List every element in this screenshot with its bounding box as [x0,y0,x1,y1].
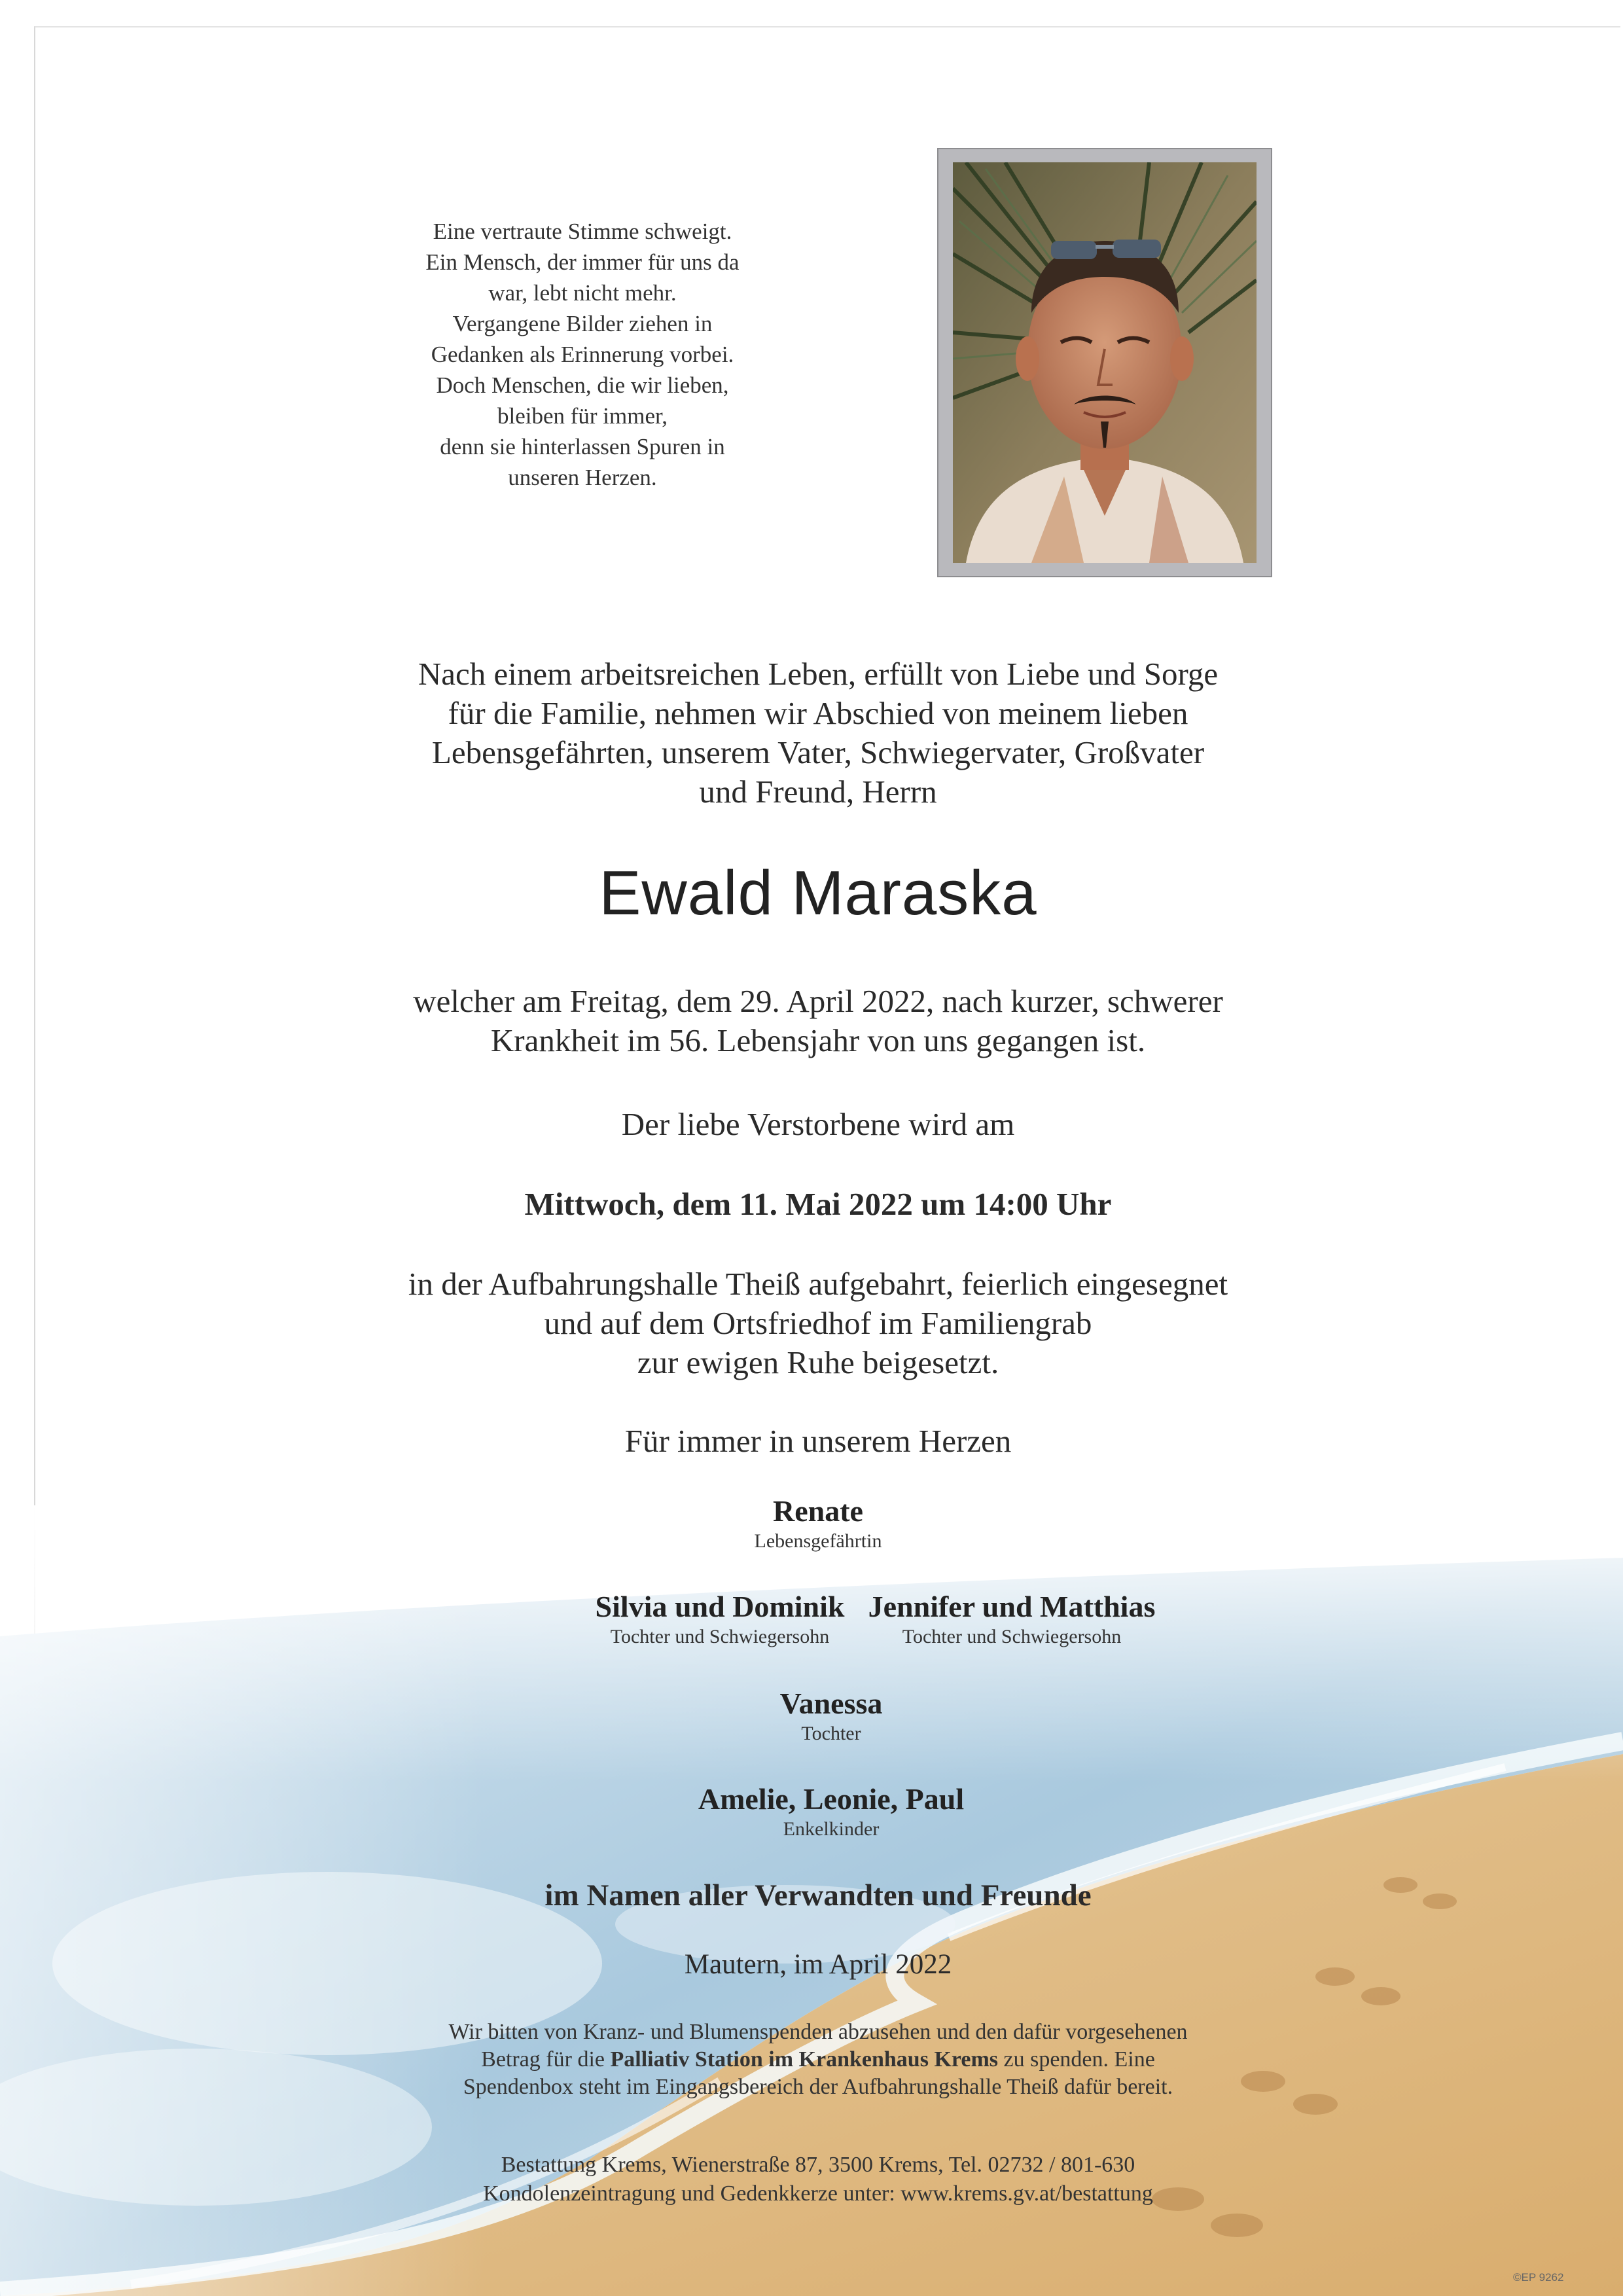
verse-line: bleiben für immer, [497,403,668,429]
verse-line: Doch Menschen, die wir lieben, [436,372,729,398]
death-notice-line: welcher am Freitag, dem 29. April 2022, nach kurzer, schwerer [413,983,1223,1019]
intro-text [281,655,1355,812]
donation-note [281,2018,1355,2101]
intro-line: und Freund, Herrn [699,774,937,810]
funeral-home-address: Bestattung Krems, Wienerstraße 87, 3500 Krems, Tel. 02732 / 801-630 [501,2153,1135,2177]
ceremony-intro [281,1105,1355,1144]
mourner-name: Renate [773,1494,863,1528]
place-date [281,1945,1355,1984]
death-notice-line: Krankheit im 56. Lebensjahr von uns gegangen ist. [490,1022,1146,1058]
deceased-name: Ewald Maraska [599,858,1037,928]
mourner-name: Vanessa [779,1687,883,1720]
donation-line: Wir bitten von Kranz- und Blumenspenden abzusehen und den dafür vorgesehenen [448,2020,1188,2044]
mourner-role: Tochter und Schwiegersohn [610,1626,830,1647]
donation-line: Spendenbox steht im Eingangsbereich der Aufbahrungshalle Theiß dafür bereit. [463,2075,1173,2099]
mourner-role: Tochter [801,1723,861,1744]
mourner-role: Lebensgefährtin [754,1530,882,1552]
donation-recipient: Palliativ Station im Krankenhaus Krems [610,2047,999,2072]
mourner-role: Enkelkinder [783,1818,880,1840]
ceremony-datetime: Mittwoch, dem 11. Mai 2022 um 14:00 Uhr [524,1186,1112,1222]
ceremony-details-line: zur ewigen Ruhe beigesetzt. [637,1344,999,1380]
portrait-photo [953,162,1257,563]
donation-text: zu spenden. Eine [998,2047,1155,2072]
ceremony-details-line: und auf dem Ortsfriedhof im Familiengrab [544,1305,1092,1341]
funeral-home-footer [281,2151,1355,2208]
closing-phrase-line: Für immer in unserem Herzen [624,1423,1012,1459]
mourner-jennifer-matthias [829,1589,1195,1649]
ceremony-intro-line: Der liebe Verstorbene wird am [621,1106,1015,1142]
verse-line: Ein Mensch, der immer für uns da [425,249,740,275]
memorial-verse [366,216,798,493]
intro-line: Lebensgefährten, unserem Vater, Schwiegervater, Großvater [431,734,1205,770]
verse-line: Gedanken als Erinnerung vorbei. [431,342,734,367]
place-date-line: Mautern, im April 2022 [684,1949,952,1980]
mourner-grandchildren [537,1782,1126,1842]
verse-line: war, lebt nicht mehr. [488,280,677,306]
on-behalf-line: im Namen aller Verwandten und Freunde [544,1878,1092,1912]
donation-text: Betrag für die [481,2047,611,2072]
death-notice [281,982,1355,1060]
ceremony-details-line: in der Aufbahrungshalle Theiß aufgebahrt, feierlich eingesegnet [408,1266,1228,1302]
mourner-role: Tochter und Schwiegersohn [902,1626,1122,1647]
mourner-name: Jennifer und Matthias [868,1590,1156,1623]
mourner-name: Amelie, Leonie, Paul [698,1782,965,1816]
closing-phrase [281,1422,1355,1461]
template-code: ©EP 9262 [1513,2271,1564,2284]
verse-line: denn sie hinterlassen Spuren in [440,434,725,459]
verse-line: Vergangene Bilder ziehen in [452,311,713,336]
mourner-vanessa [537,1686,1126,1746]
verse-line: Eine vertraute Stimme schweigt. [433,219,732,244]
mourner-renate [524,1494,1113,1554]
mourner-name: Silvia und Dominik [595,1590,845,1623]
portrait-frame [937,148,1272,577]
verse-line: unseren Herzen. [508,465,657,490]
condolence-link[interactable]: Kondolenzeintragung und Gedenkkerze unter: www.krems.gv.at/bestattung [483,2181,1153,2206]
donation-line [281,2046,1355,2073]
ceremony-details [281,1265,1355,1382]
intro-line: für die Familie, nehmen wir Abschied von meinem lieben [448,695,1188,731]
intro-line: Nach einem arbeitsreichen Leben, erfüllt von Liebe und Sorge [418,656,1219,692]
